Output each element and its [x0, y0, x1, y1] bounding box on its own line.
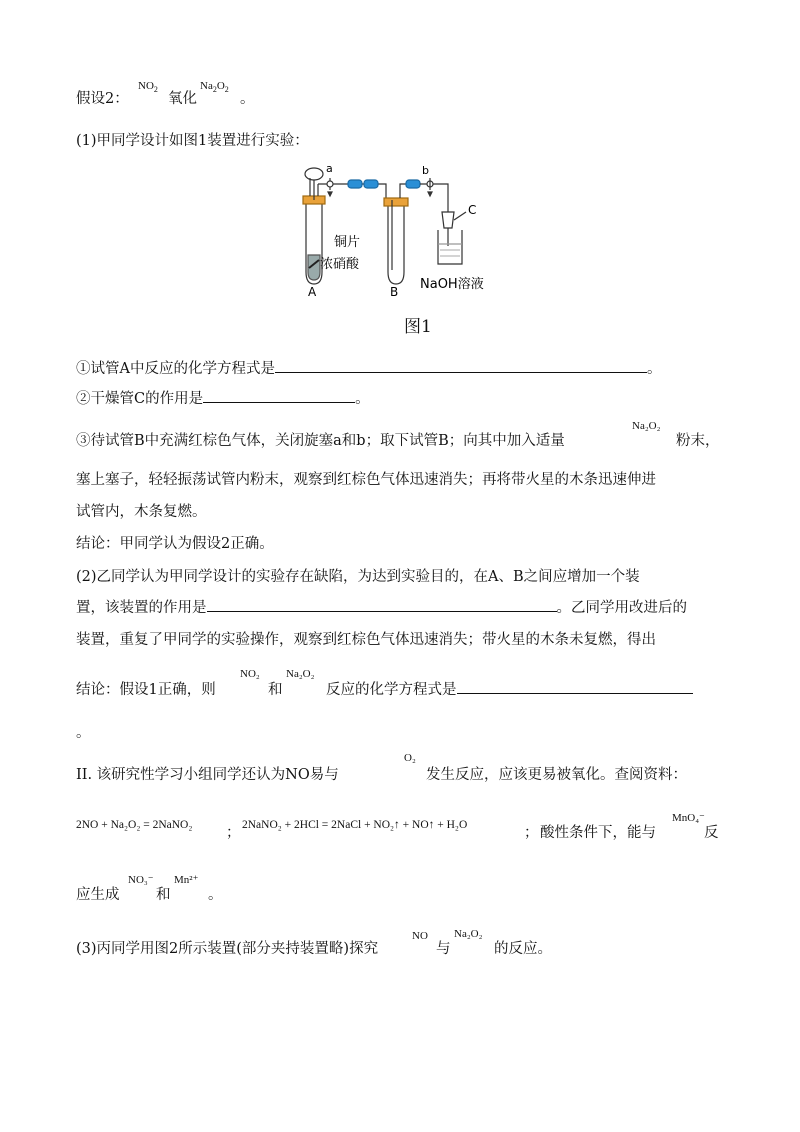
- label-a: a: [326, 162, 333, 175]
- connector-ab: [348, 180, 386, 200]
- question-2-line5: 。: [76, 725, 91, 741]
- subquestion-1: ①试管A中反应的化学方程式是 。: [76, 358, 661, 380]
- hyp2-end: 。: [240, 91, 255, 107]
- question-2-line4: 结论：假设1正确，则: [76, 682, 216, 698]
- eq-line2-end: 。: [208, 887, 223, 903]
- drying-tube-c: [438, 212, 466, 264]
- answer-blank-2[interactable]: [203, 388, 355, 403]
- formula-na2o2-q3: Na₂O₂: [454, 928, 483, 940]
- eq-acid-text: 酸性条件下，能与: [540, 825, 656, 841]
- eq-and: 和: [156, 887, 171, 903]
- label-c: C: [468, 203, 477, 217]
- formula-mn: Mn²⁺: [174, 874, 199, 886]
- q3-with: 与: [436, 941, 451, 957]
- q2-and: 和: [268, 682, 283, 698]
- label-copper: 铜片: [334, 235, 361, 250]
- test-tube-b: [384, 184, 418, 284]
- answer-blank-3[interactable]: [207, 597, 557, 612]
- question-2-line1: (2)乙同学认为甲同学设计的实验存在缺陷，为达到实验目的，在A、B之间应增加一个装: [76, 569, 640, 585]
- question-3: (3)丙同学用图2所示装置(部分夹持装置略)探究: [76, 941, 379, 957]
- label-b: b: [422, 164, 429, 177]
- q2-equation-prompt: 反应的化学方程式是: [326, 679, 693, 701]
- formula-na2o2-s3: Na₂O₂: [632, 420, 661, 432]
- subquestion-3-line1: ③待试管B中充满红棕色气体，关闭旋塞a和b；取下试管B；向其中加入适量: [76, 433, 565, 449]
- hypothesis-2: [76, 88, 129, 110]
- question-1: (1)甲同学设计如图1装置进行实验：: [76, 133, 309, 149]
- equation-2: 2NaNO₂ + 2HCl = 2NaCl + NO₂↑ + NO↑ + H₂O: [242, 819, 468, 831]
- label-tube-b: B: [390, 285, 399, 299]
- answer-blank-1[interactable]: [275, 358, 647, 373]
- formula-na2o2: $Na_2O_2$: [200, 80, 229, 95]
- subquestion-3-powder: 粉末，: [676, 433, 720, 449]
- question-2-line2: 置，该装置的作用是 。乙同学用改进后的: [76, 597, 687, 619]
- formula-no2: $NO_2$: [138, 80, 158, 95]
- formula-no3: NO₃⁻: [128, 874, 154, 886]
- formula-mno4: MnO₄⁻: [672, 812, 705, 824]
- part-ii-line3: 应生成: [76, 887, 120, 903]
- eq-sep-2: ；: [524, 825, 539, 841]
- question-2-line3: 装置，重复了甲同学的实验操作，观察到红棕色气体迅速消失；带火星的木条未复燃，得出: [76, 632, 656, 648]
- figure-1-apparatus: [290, 160, 520, 304]
- part-ii-line1: II. 该研究性学习小组同学还认为NO易与: [76, 767, 339, 783]
- formula-no2-q2: NO₂: [240, 668, 260, 680]
- equation-1: 2NO + Na₂O₂ = 2NaNO₂: [76, 819, 193, 831]
- answer-blank-4[interactable]: [457, 679, 693, 694]
- subquestion-3-line2: 塞上塞子，轻轻振荡试管内粉末，观察到红棕色气体迅速消失；再将带火星的木条迅速伸进: [76, 472, 656, 488]
- stopcock-b: [406, 178, 448, 212]
- subquestion-2: ②干燥管C的作用是 。: [76, 388, 370, 410]
- eq-sep-1: ；: [226, 825, 241, 841]
- apparatus-diagram: [290, 160, 520, 300]
- label-acid: 浓硝酸: [320, 257, 360, 272]
- hyp2-oxidize: 氧化: [168, 91, 197, 107]
- part-ii-line1b: 发生反应，应该更易被氧化。查阅资料：: [426, 767, 687, 783]
- formula-na2o2-q2: Na₂O₂: [286, 668, 315, 680]
- eq-react: 反: [704, 825, 719, 841]
- figure-1-caption: 图1: [404, 317, 432, 337]
- q3-end: 的反应。: [494, 941, 552, 957]
- label-tube-a: A: [308, 285, 317, 299]
- formula-no-q3: NO: [412, 930, 428, 942]
- conclusion-1: 结论：甲同学认为假设2正确。: [76, 536, 274, 552]
- stopcock-a: [318, 178, 352, 196]
- formula-o2: O₂: [404, 752, 416, 764]
- label-naoh: NaOH溶液: [420, 277, 484, 292]
- hyp2-lead: 假设2：: [76, 91, 129, 107]
- subquestion-3-line3: 试管内，木条复燃。: [76, 504, 207, 520]
